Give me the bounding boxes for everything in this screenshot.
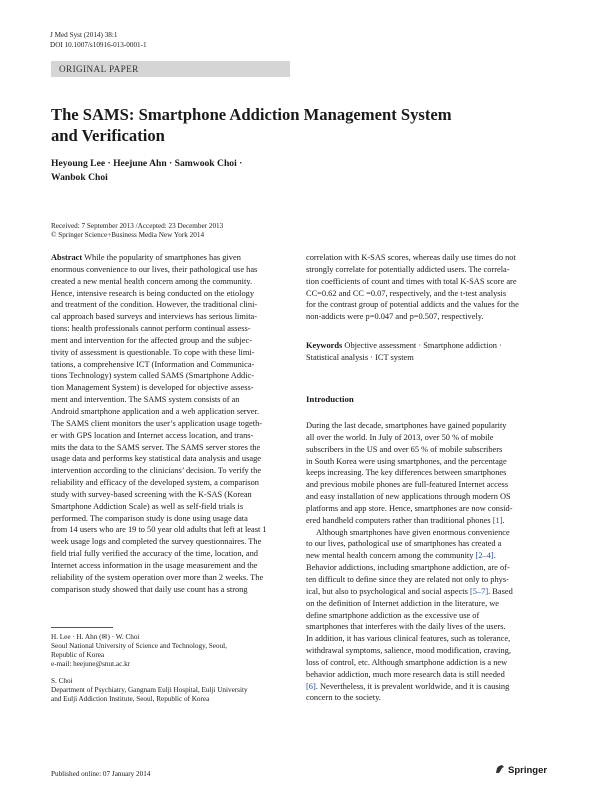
text-line: for the contrast group of potential addicts and the values for the [306,300,519,310]
text-line: The SAMS client monitors the user’s application usage togeth- [51,418,263,428]
authors [51,157,242,184]
text-line: study with survey-based screening with the K-SAS (Korean [51,489,252,499]
text-line: non-addicts were p=0.047 and p=0.507, respectively. [306,312,484,322]
text-line: mits the data to the SAMS server. The SAMS server stores the [51,442,261,452]
title-line-1: The SAMS: Smartphone Addiction Management System [51,105,452,124]
journal-citation: J Med Syst (2014) 38:1 [50,31,118,39]
published-online: Published online: 07 January 2014 [51,770,151,778]
text-line: all over the world. In July of 2013, over 50 % of mobile [306,432,494,442]
abstract-first-line: While the popularity of smartphones has given [84,253,241,262]
intro-p2-line6: ical, but also to psychological and social aspects [306,586,470,596]
citation-5-7[interactable]: [5–7] [469,586,489,596]
text-line: tivity of assessment is questionable. To cope with these limi- [51,347,255,357]
citation-6[interactable]: [6] [306,681,316,691]
text-line: enormous convenience to our lives, their pathological use has [51,264,258,274]
text-line: cal approach based surveys and interviews has serious limita- [51,312,258,322]
text-line: smartphones that interferes with the daily lives of the users. [306,622,506,632]
introduction-body: During the last decade, smartphones have gained popularity all over the world. In July of 2013, over 50 % of mobile subscribers in the US and over 65 % of mobile subscribers in South Korea were using smartphones, and the percentage keeps increasing. The key differences between smartphones and previous mobile phones are full-featured Internet access and easy installation of new applications through modern OS platforms and app store. Hence, smartphones are now consid- ered handheld computers rather than traditional phones [1]. Although smartphones have given enormous convenience to our lives, pathological use of smartphones has created a new mental health concern among the community [2–4]. Behavior addictions, including smartphone addiction, are of- ten difficult to define since they are related not only to phys- ical, but also to psychological and social aspects [5–7]. Based on the definition of Internet addiction in the literature, we define smartphone addiction as the excessive use of smartphones that interferes with the daily lives of the users. In addition, it has various clinical features, such as tolerance, withdrawal symptoms, salience, mood modification, craving, loss of control, etc. Although smartphone addiction is a new behavior addiction, much more research data is still needed [6]. Nevertheless, it is prevalent worldwide, and it is causing concern to the society. [306,420,546,704]
intro-p2-line3: new mental health concern among the community [306,551,476,561]
text-line: reliability and efficacy of the developed system, a comparison [51,478,259,488]
text-line: on the definition of Internet addiction in the literature, we [306,598,500,608]
text-line: in South Korea were using smartphones, and the percentage [306,456,507,466]
keywords-line-1: Objective assessment · Smartphone addiction · [344,341,502,350]
text-line: ment and intervention. The SAMS system consists of an [51,395,240,405]
text-line: tations, a comprehensive ICT (Information and Communica- [51,359,255,369]
intro-paragraph-2 [306,527,546,551]
text-line: reliability of the system operation over more than 2 weeks. The [51,572,264,582]
keywords [306,340,546,364]
intro-paragraph-2-rest [306,598,546,681]
affiliation-authors-1: H. Lee · H. Ahn (✉) · W. Choi [51,633,140,641]
authors-line-2: Wanbok Choi [51,171,108,183]
text-line: Although smartphones have given enormous convenience [316,527,510,537]
text-line: and easy installation of new applications through modern OS [306,492,511,502]
affiliation-authors-2: S. Choi [51,677,73,685]
text-line: tion coefficients of count and times with total K-SAS score are [306,276,517,286]
citation-1[interactable]: [1] [492,515,503,525]
text-line: ment and intervention for the affected group and the subjec- [51,335,253,345]
authors-line-1: Heyoung Lee · Heejune Ahn · Samwook Choi · [51,158,243,169]
text-line: week usage logs and completed the survey questionnaires. The [51,537,262,547]
affiliation-country-1: Republic of Korea [51,651,105,659]
springer-horse-icon [495,764,505,774]
springer-logo [495,764,547,776]
text-line: performed. The comparison study is done using usage data [51,513,248,523]
text-line: tion Management System) is developed for objective assess- [51,383,254,393]
section-heading-introduction: Introduction [306,394,354,404]
abstract [51,252,291,595]
intro-p1-last: ered handheld computers rather than traditional phones [306,515,493,525]
keywords-label: Keywords [306,341,343,350]
text-line: to our lives, pathological use of smartphones has created a [306,539,502,549]
text-line: and previous mobile phones are full-featured Internet access [306,480,509,490]
text-line: Smartphone Addiction Scale) as well as self-field trials is [51,501,244,511]
text-line: comparison study showed that daily use count has a strong [51,584,248,594]
abstract-continued-body [306,252,546,323]
affiliations [51,633,296,704]
corresponding-email[interactable]: e-mail: heejune@snut.ac.kr [51,660,131,668]
abstract-body [51,264,291,596]
dates [51,222,223,240]
text-line: loss of control, etc. Although smartphone addiction is a new [306,657,508,667]
text-line: CC=0.62 and CC =0.07, respectively, and the t-test analysis [306,288,507,298]
text-line: Android smartphone application and a web application server. [51,406,259,416]
title-line-2: and Verification [51,126,165,145]
abstract-continued [306,252,546,323]
text-line: field trial fully verified the accuracy of the time, location, and [51,549,258,559]
publisher-name: Springer [508,765,548,776]
text-line: from 14 users who are 19 to 50 year old adults that left at least 1 [51,525,267,535]
text-line: Hence, intensive research is being conducted on the etiology [51,288,255,298]
footnote-rule [51,627,113,628]
intro-p2-line15: concern to the society. [306,693,381,703]
text-line: tions Technology) system called SAMS (Smartphone Addic- [51,371,255,381]
text-line: Internet access information in the usage measurement and the [51,560,258,570]
doi[interactable]: DOI 10.1007/s10916-013-0001-1 [50,41,147,49]
citation-2-4[interactable]: [2–4] [475,551,494,561]
text-line: and treatment of the condition. However, the traditional clini- [51,300,258,310]
text-line: In addition, it has various clinical features, such as tolerance, [306,634,511,644]
paper-title [51,104,551,146]
text-line: intervention according to the clinicians’ decision. To verify the [51,466,262,476]
intro-p2-line14: . Nevertheless, it is prevalent worldwide, and it is causing [315,681,510,691]
affiliation-institution-2: Department of Psychiatry, Gangnam Eulji Hospital, Eulji University [51,686,248,694]
text-line: correlation with K-SAS scores, whereas daily use times do not [306,253,516,262]
text-line: platforms and app store. Hence, smartphones are now consid- [306,503,513,513]
text-line: define smartphone addiction as the excessive use of [306,610,480,620]
article-type-banner: ORIGINAL PAPER [51,61,290,77]
text-line: strongly correlate for potentially addicted users. The correla- [306,264,510,274]
text-line: withdrawal symptoms, salience, mood modification, craving, [306,646,511,656]
affiliation-institution-1: Seoul National University of Science and Technology, Seoul, [51,642,227,650]
intro-paragraph-1 [306,420,546,515]
intro-p2-line6b: . Based [488,586,513,596]
text-line: During the last decade, smartphones have gained popularity [306,421,507,430]
affiliation-institution-2b: and Eulji Addiction Institute, Seoul, Republic of Korea [51,695,210,703]
text-line: subscribers in the US and over 65 % of mobile subscribers [306,444,503,454]
text-line: tions: health professionals cannot perform continual assess- [51,324,251,334]
intro-p2-line5: ten difficult to define since they are related not only to phys- [306,574,509,584]
text-line: usage data and performs key statistical data analysis and usage [51,454,262,464]
intro-p2-line4: Behavior addictions, including smartphone addiction, are of- [306,563,510,573]
text-line: behavior addiction, much more research data is still needed [306,669,505,679]
text-line: keeps increasing. The key differences between smartphones [306,468,507,478]
received-accepted: Received: 7 September 2013 /Accepted: 23 December 2013 [51,222,224,230]
text-line: created a new mental health concern among the community. [51,276,253,286]
abstract-label: Abstract [51,253,83,262]
copyright: © Springer Science+Business Media New York 2014 [51,231,205,239]
keywords-line-2: Statistical analysis · ICT system [306,352,414,362]
text-line: er with GPS location and Internet access location, and trans- [51,430,254,440]
